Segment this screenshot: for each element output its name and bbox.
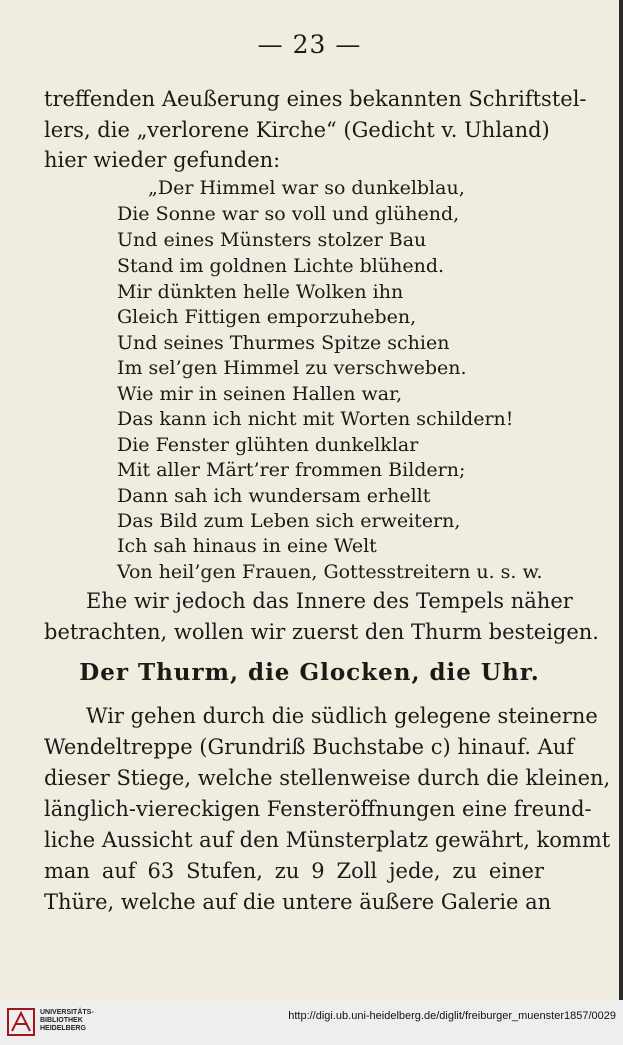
text-line: treffenden Aeußerung eines bekannten Schriftstel- — [44, 87, 587, 111]
poem-line: Stand im goldnen Lichte blühend. — [117, 255, 445, 277]
text-line: Thüre, welche auf die untere äußere Galerie an — [44, 890, 552, 914]
library-name-line: BIBLIOTHEK — [40, 1017, 83, 1024]
page-edge — [619, 0, 623, 1000]
text-line: liche Aussicht auf den Münsterplatz gewährt, kommt — [44, 828, 611, 852]
text-line: länglich-viereckigen Fensteröffnungen eine freund- — [44, 797, 592, 821]
poem-line: Das Bild zum Leben sich erweitern, — [117, 510, 461, 532]
poem-line: Mit aller Märt’rer frommen Bildern; — [117, 459, 466, 481]
text-line: Ehe wir jedoch das Innere des Tempels näher — [86, 589, 573, 613]
section-heading: Der Thurm, die Glocken, die Uhr. — [79, 659, 540, 686]
page-number: — 23 — — [257, 30, 362, 59]
library-name — [40, 1009, 94, 1033]
text-line: man auf 63 Stufen, zu 9 Zoll jede, zu einer — [44, 859, 544, 883]
poem-line: Dann sah ich wundersam erhellt — [117, 485, 431, 507]
text-line: Wir gehen durch die südlich gelegene steinerne — [86, 704, 598, 728]
poem-line: Wie mir in seinen Hallen war, — [117, 383, 403, 405]
poem-line: Die Sonne war so voll und glühend, — [117, 203, 460, 225]
digitization-footer — [0, 1000, 623, 1045]
text-line: dieser Stiege, welche stellenweise durch die kleinen, — [44, 766, 611, 790]
poem-line: Das kann ich nicht mit Worten schildern! — [117, 408, 514, 430]
library-logo-icon — [6, 1007, 36, 1037]
text-line: hier wieder gefunden: — [44, 148, 281, 172]
library-name-line: HEIDELBERG — [40, 1025, 86, 1032]
poem-line: Mir dünkten helle Wolken ihn — [117, 281, 404, 303]
poem-line: Die Fenster glühten dunkelklar — [117, 434, 419, 456]
poem-line: „Der Himmel war so dunkelblau, — [148, 177, 465, 199]
poem-line: Von heil’gen Frauen, Gottesstreitern u. s. w. — [117, 561, 543, 583]
poem-line: Und seines Thurmes Spitze schien — [117, 332, 450, 354]
poem-line: Und eines Münsters stolzer Bau — [117, 229, 427, 251]
poem-line: Im sel’gen Himmel zu verschweben. — [117, 357, 467, 379]
library-name-line: UNIVERSITÄTS- — [40, 1009, 94, 1016]
poem-line: Gleich Fittigen emporzuheben, — [117, 306, 417, 328]
text-line: lers, die „verlorene Kirche“ (Gedicht v. Uhland) — [44, 118, 550, 142]
source-url-link[interactable]: http://digi.ub.uni-heidelberg.de/diglit/freiburger_muenster1857/0029 — [288, 1010, 616, 1022]
text-line: Wendeltreppe (Grundriß Buchstabe c) hinauf. Auf — [44, 735, 575, 759]
text-line: betrachten, wollen wir zuerst den Thurm besteigen. — [44, 620, 599, 644]
poem-line: Ich sah hinaus in eine Welt — [117, 535, 377, 557]
